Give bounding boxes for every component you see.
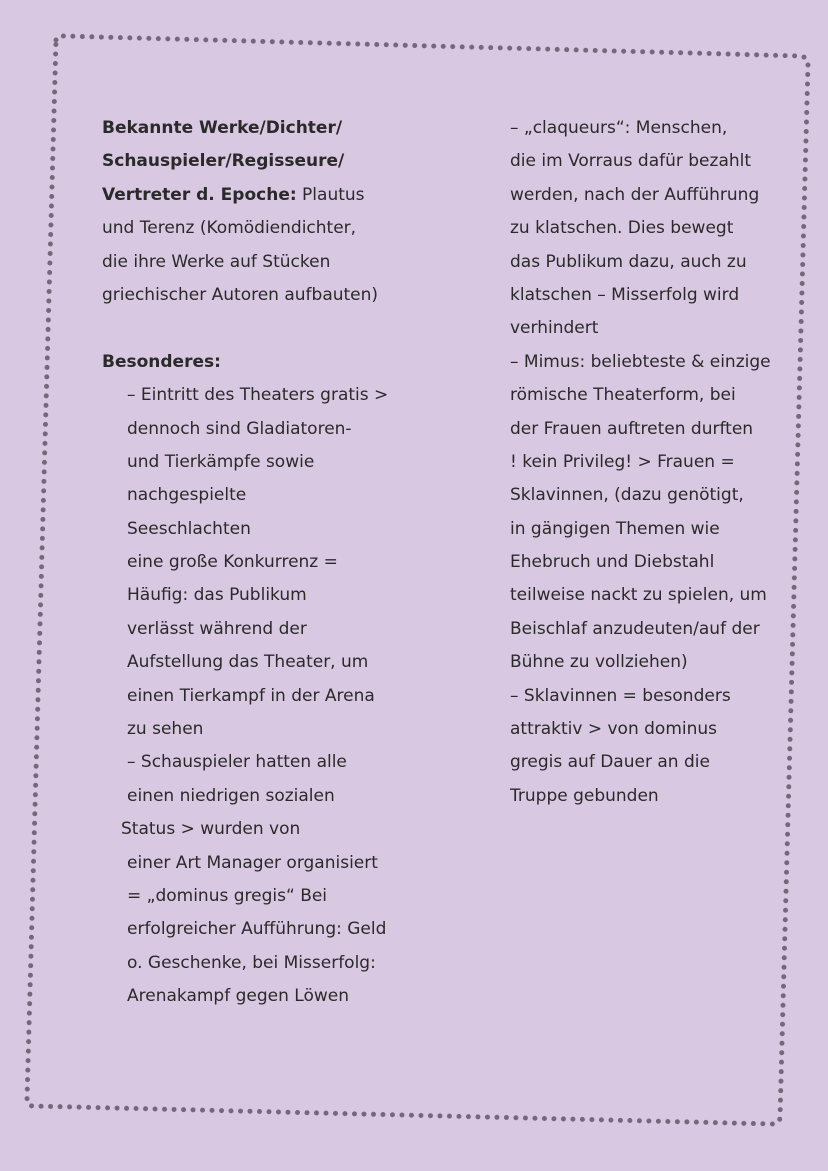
right-note-line: Bühne zu vollziehen) — [510, 652, 688, 673]
right-note-line: Truppe gebunden — [510, 785, 659, 806]
werke-line — [102, 145, 402, 178]
right-note-line: ! kein Privileg! > Frauen = — [510, 451, 735, 472]
werke-line-bold: Vertreter d. Epoche: — [102, 184, 297, 205]
left-column — [102, 112, 402, 1014]
besonderes-line: verlässt während der — [127, 618, 307, 639]
besonderes-line: nachgespielte — [127, 485, 247, 506]
werke-line — [102, 246, 402, 279]
besonderes-line: erfolgreicher Aufführung: Geld — [127, 919, 387, 940]
right-note-line: die im Vorraus dafür bezahlt — [510, 151, 752, 172]
right-note-line: klatschen – Misserfolg wird — [510, 284, 740, 305]
right-note-line: römische Theaterform, bei — [510, 385, 736, 406]
besonderes-line: – Schauspieler hatten alle — [127, 752, 347, 773]
besonderes-line: Status > wurden von — [121, 819, 301, 840]
besonderes-line: Häufig: das Publikum — [127, 585, 307, 606]
besonderes-line: – Eintritt des Theaters gratis > — [127, 385, 389, 406]
besonderes-line: Arenakampf gegen Löwen — [127, 986, 349, 1007]
right-note-line: zu klatschen. Dies bewegt — [510, 218, 734, 239]
werke-line-text: die ihre Werke auf Stücken — [102, 251, 331, 272]
besonderes-line: Aufstellung das Theater, um — [127, 652, 369, 673]
besonderes-line: Seeschlachten — [127, 518, 251, 539]
werke-line-bold: Schauspieler/Regisseure/ — [102, 151, 345, 172]
right-note-line: teilweise nackt zu spielen, um — [510, 585, 767, 606]
besonderes-line: einer Art Manager organisiert — [127, 852, 378, 873]
werke-line-text: griechischer Autoren aufbauten) — [102, 284, 379, 305]
besonderes-line: o. Geschenke, bei Misserfolg: — [127, 952, 376, 973]
bekannte-werke-section — [102, 112, 402, 312]
right-note-line: in gängigen Themen wie — [510, 518, 720, 539]
besonderes-line: eine große Konkurrenz = — [127, 552, 338, 573]
besonderes-heading: Besonderes: — [102, 351, 221, 372]
right-column — [510, 112, 790, 813]
werke-line — [102, 179, 402, 212]
right-note-line: Ehebruch und Diebstahl — [510, 552, 715, 573]
werke-line — [102, 279, 402, 312]
right-note-line: verhindert — [510, 318, 599, 339]
besonderes-line: dennoch sind Gladiatoren- — [127, 418, 352, 439]
right-note-line: – Mimus: beliebteste & einzige — [510, 351, 771, 372]
right-note-line: der Frauen auftreten durften — [510, 418, 754, 439]
besonderes-line: einen Tierkampf in der Arena — [127, 685, 375, 706]
right-note-line: Beischlaf anzudeuten/auf der — [510, 618, 760, 639]
right-note-line: attraktiv > von dominus — [510, 719, 718, 740]
right-note-line: das Publikum dazu, auch zu — [510, 251, 747, 272]
right-note-line: – Sklavinnen = besonders — [510, 685, 731, 706]
werke-line-bold: Bekannte Werke/Dichter/ — [102, 118, 343, 138]
besonderes-list — [102, 379, 402, 1013]
right-notes-list — [510, 112, 790, 813]
besonderes-line: = „dominus gregis“ Bei — [127, 885, 328, 906]
besonderes-line: einen niedrigen sozialen — [127, 785, 335, 806]
werke-line — [102, 112, 402, 145]
werke-line — [102, 212, 402, 245]
right-note-line: werden, nach der Aufführung — [510, 184, 760, 205]
werke-line-text: Plautus — [296, 184, 365, 205]
right-note-line: – „claqueurs“: Menschen, — [510, 118, 728, 138]
besonderes-line: und Tierkämpfe sowie — [127, 451, 315, 472]
werke-line-text: und Terenz (Komödiendichter, — [102, 218, 357, 239]
right-note-line: Sklavinnen, (dazu genötigt, — [510, 485, 744, 506]
right-note-line: gregis auf Dauer an die — [510, 752, 710, 773]
besonderes-line: zu sehen — [127, 719, 204, 740]
